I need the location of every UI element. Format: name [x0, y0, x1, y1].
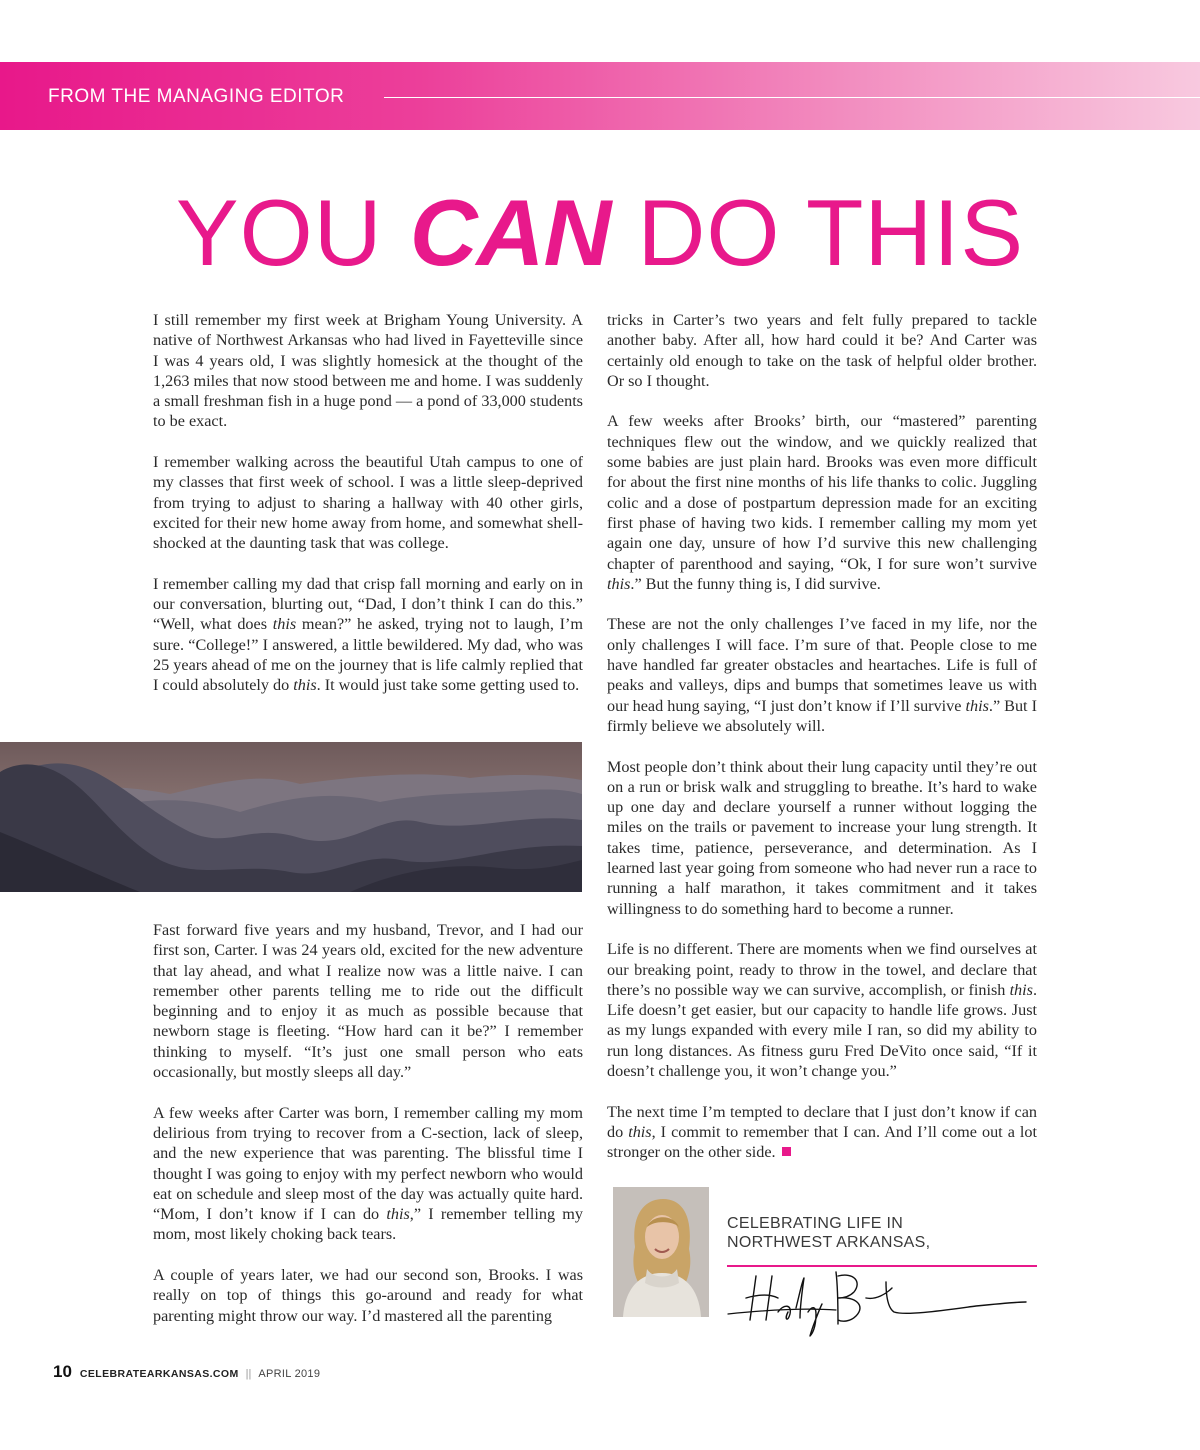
- page-number: 10: [53, 1362, 72, 1381]
- section-label: FROM THE MANAGING EDITOR: [48, 86, 345, 107]
- paragraph: Fast forward five years and my husband, Trevor, and I had our first son, Carter. I was 24 years old, excited for the new adventure that lay ahead, and what I realize now was a little naive. I can remember other parents telling me to ride out the difficult beginning and to enjoy it as much as possible because that newborn stage is fleeting. “How hard can it be?” I remember thinking to myself. “It’s just one small person who eats occasionally, but mostly sleeps all day.”: [153, 921, 583, 1082]
- paragraph: The next time I’m tempted to declare that I just don’t know if can do this, I commit to remember that I can. And I’ll come out a lot stronger on the other side.: [607, 1102, 1037, 1162]
- paragraph: I still remember my first week at Brigham Young University. A native of Northwest Arkansas who had lived in Fayetteville since I was 4 years old, I was slightly homesick at the thought of the 1,263 miles that now stood between me and home. I was suddenly a small freshman fish in a huge pond — a pond of 33,000 students to be exact.: [153, 311, 583, 431]
- headline-part-1: YOU: [175, 180, 410, 285]
- paragraph: I remember walking across the beautiful Utah campus to one of my classes that first week of school. I was a little sleep-deprived from trying to adjust to sharing a hallway with 40 other girls, excited for their new home away from home, and somewhat shell-shocked at the daunting task that was college.: [153, 453, 583, 553]
- signoff-rule: [727, 1265, 1037, 1267]
- headline-part-3: DO THIS: [610, 180, 1025, 285]
- right-column: [607, 310, 1037, 1183]
- paragraph: tricks in Carter’s two years and felt fully prepared to tackle another baby. After all, how hard could it be? And Carter was certainly old enough to take on the task of helpful older brother. Or so I thought.: [607, 311, 1037, 390]
- left-column-bottom: [153, 920, 583, 1346]
- headline: [0, 178, 1200, 288]
- signoff: [727, 1214, 1037, 1252]
- author-portrait: [613, 1187, 709, 1317]
- left-column-top: [153, 310, 583, 716]
- paragraph: A few weeks after Brooks’ birth, our “mastered” parenting techniques flew out the window, and we quickly realized that some babies are just plain hard. Brooks was even more difficult for about the first nine months of his life thanks to colic. Juggling colic and a dose of postpartum depression made for an exciting first phase of having two kids. I remember calling my mom yet again one day, unsure of how I’d survive this new challenging chapter of parenthood and saying, “Ok, I for sure won’t survive this.” But the funny thing is, I did survive.: [607, 412, 1037, 593]
- paragraph: A few weeks after Carter was born, I remember calling my mom delirious from trying to recover from a C-section, lack of sleep, and the new experience that was parenting. The blissful time I thought I was going to enjoy with my perfect newborn who would eat on schedule and sleep most of the day was actually quite hard. “Mom, I don’t know if I can do this,” I remember telling my mom, most likely choking back tears.: [153, 1103, 583, 1244]
- end-mark-icon: [782, 1147, 791, 1156]
- issue-date: APRIL 2019: [258, 1368, 321, 1380]
- paragraph: I remember calling my dad that crisp fall morning and early on in our conversation, blurting out, “Dad, I don’t think I can do this.” “Well, what does this mean?” he asked, trying not to laugh, I’m sure. “College!” I answered, a little bewildered. My dad, who was 25 years ahead of me on the journey that is life calmly replied that I could absolutely do this. It would just take some getting used to.: [153, 574, 584, 695]
- paragraph: These are not the only challenges I’ve faced in my life, nor the only challenges I will face. I’m sure of that. People close to me have handled far greater obstacles and heartaches. Life is full of peaks and valleys, dips and bumps that sometimes leave us with our head hung saying, “I just don’t know if I’ll survive this.” But I firmly believe we absolutely will.: [607, 615, 1037, 735]
- banner-rule: [384, 97, 1200, 98]
- section-banner: [0, 62, 1200, 130]
- paragraph: Life is no different. There are moments when we find ourselves at our breaking point, ready to throw in the towel, and declare that there’s no possible way we can survive, accomplish, or finish this. Life doesn’t get easier, but our capacity to handle life grows. Just as my lungs expanded with every mile I ran, so did my ability to run long distances. As fitness guru Fred DeVito once said, “If it doesn’t challenge you, it won’t change you.”: [607, 940, 1037, 1080]
- headline-emphasis: CAN: [409, 180, 611, 285]
- paragraph: A couple of years later, we had our second son, Brooks. I was really on top of things this go-around and ready for what parenting might throw our way. I’d mastered all the parenting: [153, 1266, 583, 1325]
- page-footer: [53, 1362, 320, 1382]
- site-url: CELEBRATEARKANSAS.COM: [79, 1368, 239, 1380]
- paragraph: Most people don’t think about their lung capacity until they’re out on a run or brisk walk and struggling to breathe. It’s hard to wake up one day and declare yourself a runner without logging the miles on the trails or pavement to increase your lung strength. It takes time, patience, perseverance, and determination. As I learned last year going from someone who had never run a race to running a half marathon, it takes commitment and it takes willingness to do something hard to become a runner.: [607, 757, 1037, 918]
- handwritten-signature: [726, 1268, 1046, 1338]
- footer-separator: ||: [245, 1368, 252, 1380]
- mountain-landscape-photo: [0, 742, 582, 892]
- signoff-line-2: NORTHWEST ARKANSAS,: [727, 1234, 931, 1251]
- signoff-line-1: CELEBRATING LIFE IN: [727, 1215, 904, 1232]
